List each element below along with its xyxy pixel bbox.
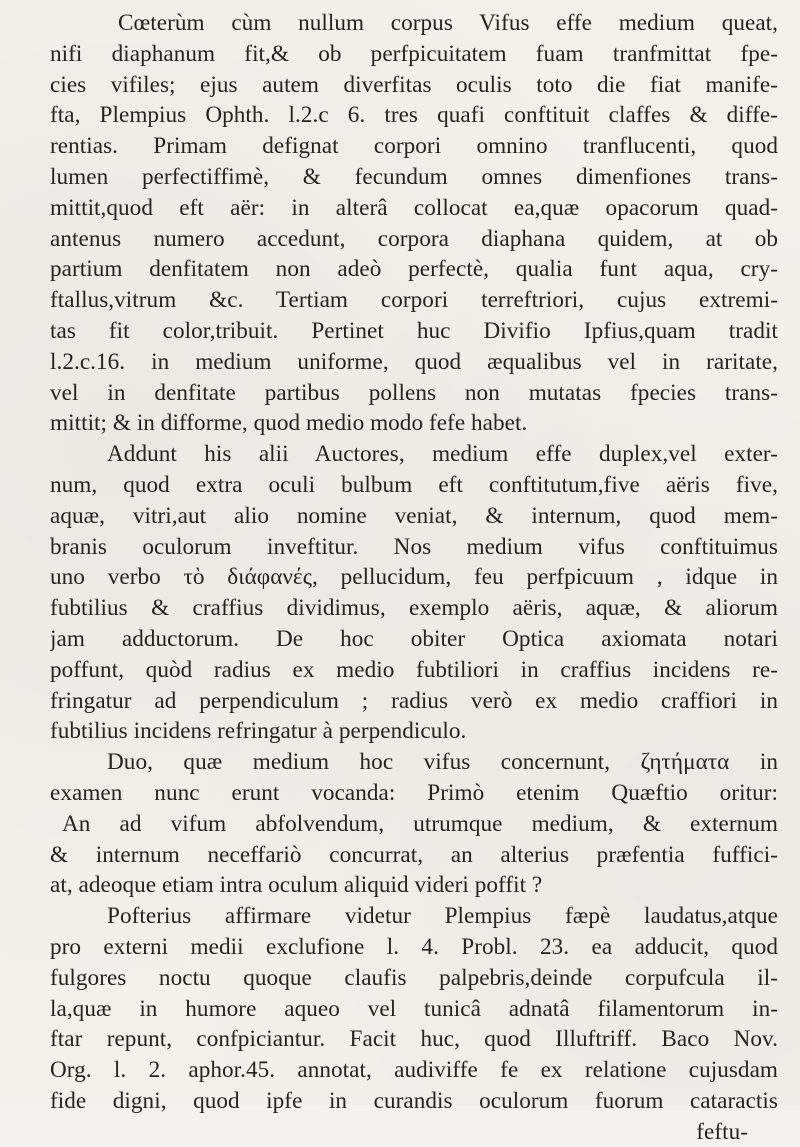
text-line: aquæ, vitri,aut alio nomine veniat, & internum, quod mem- (50, 502, 778, 529)
text-line: l.2.c.16. in medium uniforme, quod æqualibus vel in raritate, (50, 348, 778, 375)
text-line: antenus numero accedunt, corpora diaphana quidem, at ob (50, 225, 778, 252)
text-line: Addunt his alii Auctores, medium effe duplex,vel exter- (107, 441, 778, 468)
text-line: fta, Plempius Ophth. l.2.c 6. tres quafi conftituit claffes & diffe- (50, 102, 778, 129)
text-line: num, quod extra oculi bulbum eft conftitutum,five aëris five, (50, 471, 778, 498)
text-line: fringatur ad perpendiculum ; radius verò ex medio craffiori in (50, 687, 778, 714)
text-line: nifi diaphanum fit,& ob perfpicuitatem fuam tranfmittat fpe- (50, 40, 778, 67)
text-line: cies vifiles; ejus autem diverfitas oculis toto die fiat manife- (50, 71, 778, 98)
text-line: uno verbo τὸ διάφανές, pellucidum, feu perfpicuum , idque in (50, 564, 778, 591)
text-line: fubtilius incidens refringatur à perpendiculo. (50, 718, 467, 745)
text-line: tas fit color,tribuit. Pertinet huc Divifio Ipfius,quam tradit (50, 317, 778, 344)
text-line: Cœterùm cùm nullum corpus Vifus effe medium queat, (118, 10, 778, 36)
text-line: vel in denfitate partibus pollens non mutatas fpecies trans- (50, 379, 778, 406)
text-line: partium denfitatem non adeò perfectè, qualia funt aqua, cry- (50, 256, 778, 283)
text-line: mittit; & in difforme, quod medio modo fefe habet. (50, 410, 528, 437)
text-line: branis oculorum inveftitur. Nos medium vifus conftituimus (50, 533, 778, 560)
text-line: fide digni, quod ipfe in curandis oculorum fuorum cataractis (50, 1087, 778, 1114)
text-line: Duo, quæ medium hoc vifus concernunt, ζητήματα in (107, 749, 778, 776)
text-line: Org. l. 2. aphor.45. annotat, audiviffe fe ex relatione cujusdam (50, 1057, 778, 1084)
page-text-block (50, 8, 778, 1147)
text-line: ftallus,vitrum &c. Tertiam corpori terreftriori, cujus extremi- (50, 287, 778, 314)
text-line: fubtilius & craffius dividimus, exemplo aëris, aquæ, & aliorum (50, 595, 778, 622)
text-line: poffunt, quòd radius ex medio fubtiliori in craffius incidens re- (50, 656, 778, 683)
text-line: at, adeoque etiam intra oculum aliquid videri poffit ? (50, 872, 543, 899)
text-line: lumen perfectiffimè, & fecundum omnes dimenfiones trans- (50, 163, 778, 190)
text-line: Pofterius affirmare videtur Plempius fæpè laudatus,atque (107, 903, 778, 930)
text-line: fulgores noctu quoque claufis palpebris,deinde corpufcula il- (50, 964, 778, 991)
text-line: & internum neceffariò concurrat, an alterius præfentia fuffici- (50, 841, 778, 868)
catchword: feftu- (696, 1118, 748, 1145)
text-line: pro externi medii exclufione l. 4. Probl. 23. ea adducit, quod (50, 933, 778, 960)
text-line: rentias. Primam defignat corpori omnino tranflucenti, quod (50, 133, 778, 160)
text-line: An ad vifum abfolvendum, utrumque medium, & externum (62, 810, 778, 837)
text-line: la,quæ in humore aqueo vel tunicâ adnatâ filamentorum in- (50, 995, 778, 1022)
text-line: jam adductorum. De hoc obiter Optica axiomata notari (50, 625, 778, 652)
text-line: ftar repunt, confpiciantur. Facit huc, quod Illuftriff. Baco Nov. (50, 1026, 778, 1053)
text-line: examen nunc erunt vocanda: Primò etenim Quæftio oritur: (50, 779, 778, 806)
text-line: mittit,quod eft aër: in alterâ collocat ea,quæ opacorum quad- (50, 194, 778, 221)
